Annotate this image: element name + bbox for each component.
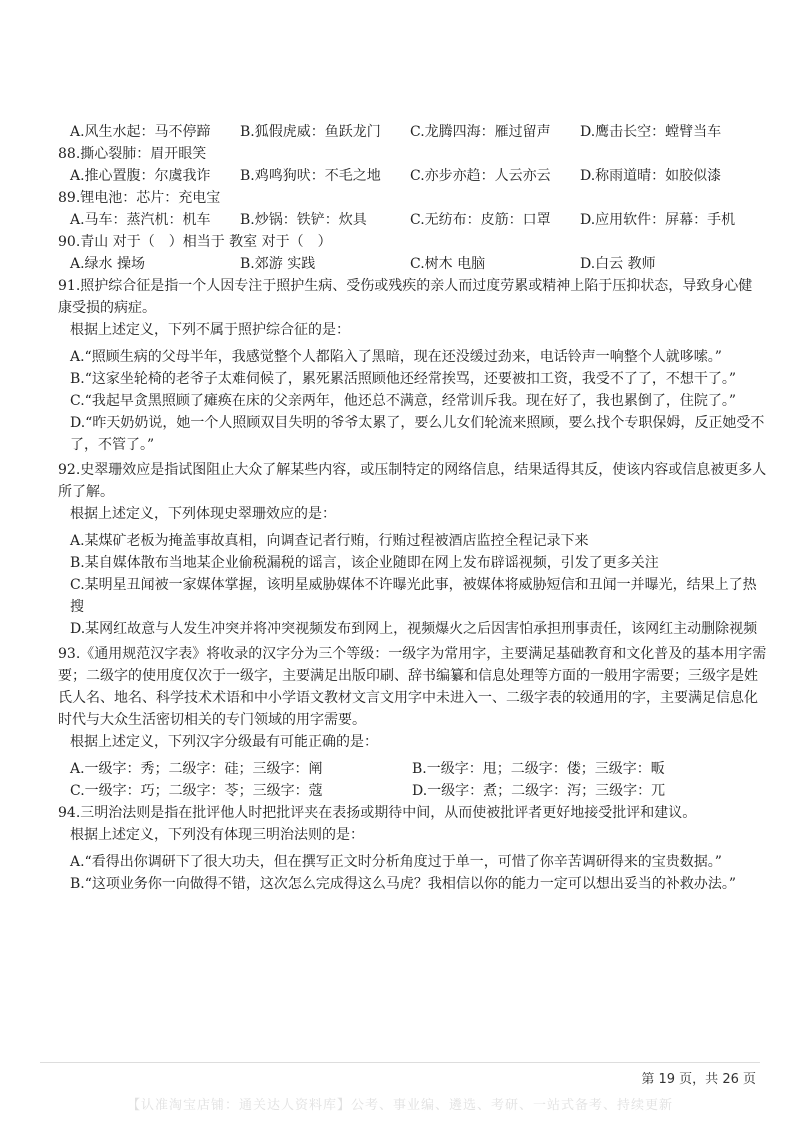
q89-option-d: D.应用软件：屏幕：手机 (580, 212, 736, 228)
q92-option-d: D.某网红故意与人发生冲突并将冲突视频发布到网上，视频爆火之后因害怕承担刑事责任，该网红主动删除视频 (70, 621, 758, 637)
q93-prompt: 根据上述定义，下列汉字分级最有可能正确的是： (70, 734, 378, 750)
q92-stem: 92.史翠珊效应是指试图阻止大众了解某些内容，或压制特定的网络信息，结果适得其反，使该内容或信息被更多人所了解。 (58, 462, 767, 500)
q88-option-b: B.鸡鸣狗吠：不毛之地 (240, 168, 381, 184)
q87-options (58, 121, 770, 143)
q91-prompt: 根据上述定义，下列不属于照护综合征的是： (70, 322, 350, 338)
q91-option-b: B.“这家坐轮椅的老爷子太难伺候了，累死累活照顾他还经常挨骂，还要被扣工资，我受不了了，不想干了。” (70, 371, 737, 387)
q94-prompt: 根据上述定义，下列没有体现三明治法则的是： (70, 827, 364, 843)
q88-options (58, 165, 770, 187)
q92-option-c: C.某明星丑闻被一家媒体掌握，该明星威胁媒体不许曝光此事，被媒体将威胁短信和丑闻一并曝光，结果上了热搜 (70, 577, 757, 615)
q87-option-b: B.狐假虎威：鱼跃龙门 (240, 124, 381, 140)
q94-stem: 94.三明治法则是指在批评他人时把批评夹在表扬或期待中间，从而使被批评者更好地接受批评和建议。 (58, 805, 697, 821)
q94-option-b: B.“这项业务你一向做得不错，这次怎么完成得这么马虎？我相信以你的能力一定可以想出妥当的补救办法。” (70, 876, 737, 892)
q87-option-a: A.风生水起：马不停蹄 (70, 124, 211, 140)
q89-option-a: A.马车：蒸汽机：机车 (70, 212, 211, 228)
q93-option-d: D.一级字：煮；二级字：泻；三级字：兀 (412, 783, 666, 799)
q93-option-a: A.一级字：秀；二级字：硅；三级字：阐 (70, 761, 323, 777)
q89-options (58, 209, 770, 231)
watermark-text: 【认准淘宝店铺：通关达人资料库】公考、事业编、遴选、考研、一站式备考、持续更新 (126, 1098, 673, 1113)
q91-stem-line1: 91.照护综合征是指一个人因专注于照护生病、受伤或残疾的亲人而过度劳累或精神上陷于压抑状态，导致身心健 (58, 278, 753, 294)
q88-stem: 88.撕心裂肺：眉开眼笑 (58, 146, 207, 162)
q91-option-c: C.“我起早贪黑照顾了瘫痪在床的父亲两年，他还总不满意，经常训斥我。现在好了，我也累倒了，住院了。” (70, 393, 736, 409)
q92-option-b: B.某自媒体散布当地某企业偷税漏税的谣言，该企业随即在网上发布辟谣视频，引发了更多关注 (70, 555, 659, 571)
q93-options-row1 (58, 758, 770, 780)
q90-option-d: D.白云 教师 (580, 256, 656, 272)
q90-options (58, 253, 770, 275)
q90-option-c: C.树木 电脑 (410, 256, 486, 272)
q87-option-c: C.龙腾四海：雁过留声 (410, 124, 551, 140)
q89-option-b: B.炒锅：铁铲：炊具 (240, 212, 367, 228)
q90-stem: 90.青山 对于（ ）相当于 教室 对于（ ） (58, 234, 332, 250)
q88-option-a: A.推心置腹：尔虞我诈 (70, 168, 211, 184)
q94-option-a: A.“看得出你调研下了很大功夫，但在撰写正文时分析角度过于单一，可惜了你辛苦调研得来的宝贵数据。” (70, 854, 722, 870)
q93-options-row2 (58, 780, 770, 802)
q90-option-b: B.郊游 实践 (240, 256, 316, 272)
q92-option-a: A.某煤矿老板为掩盖事故真相，向调查记者行贿，行贿过程被酒店监控全程记录下来 (70, 533, 589, 549)
q92-prompt: 根据上述定义，下列体现史翠珊效应的是： (70, 506, 336, 522)
q89-option-c: C.无纺布：皮筋：口罩 (410, 212, 551, 228)
q93-stem: 93.《通用规范汉字表》将收录的汉字分为三个等级：一级字为常用字，主要满足基础教育和文化普及的基本用字需要；二级字的使用度仅次于一级字，主要满足出版印刷、辞书编纂和信息处理等方面的一般用字需要；三级字是姓氏人名、地名、科学技术术语和中小学语文教材文言文用字中未进入一、二级字表的较通用的字，主要满足信息化时代与大众生活密切相关的专门领域的用字需要。 (58, 646, 767, 728)
q93-option-c: C.一级字：巧；二级字：苓；三级字：蔻 (70, 783, 323, 799)
footer-divider (40, 1062, 760, 1063)
q91-option-a: A.“照顾生病的父母半年，我感觉整个人都陷入了黑暗，现在还没缓过劲来，电话铃声一响整个人就哆嗦。” (70, 349, 722, 365)
page-number: 第 19 页，共 26 页 (641, 1072, 756, 1087)
q91-option-d: D.“昨天奶奶说，她一个人照顾双目失明的爷爷太累了，要么儿女们轮流来照顾，要么找个专职保姆，反正她受不了，不管了。” (70, 415, 765, 453)
question-content (58, 121, 770, 895)
q88-option-d: D.称雨道晴：如胶似漆 (580, 168, 722, 184)
q88-option-c: C.亦步亦趋：人云亦云 (410, 168, 551, 184)
q93-option-b: B.一级字：甩；二级字：偻；三级字：畈 (412, 761, 665, 777)
q90-option-a: A.绿水 操场 (70, 256, 146, 272)
q87-option-d: D.鹰击长空：螳臂当车 (580, 124, 722, 140)
q91-stem-line2: 康受损的病症。 (58, 300, 156, 316)
q89-stem: 89.锂电池：芯片：充电宝 (58, 190, 221, 206)
